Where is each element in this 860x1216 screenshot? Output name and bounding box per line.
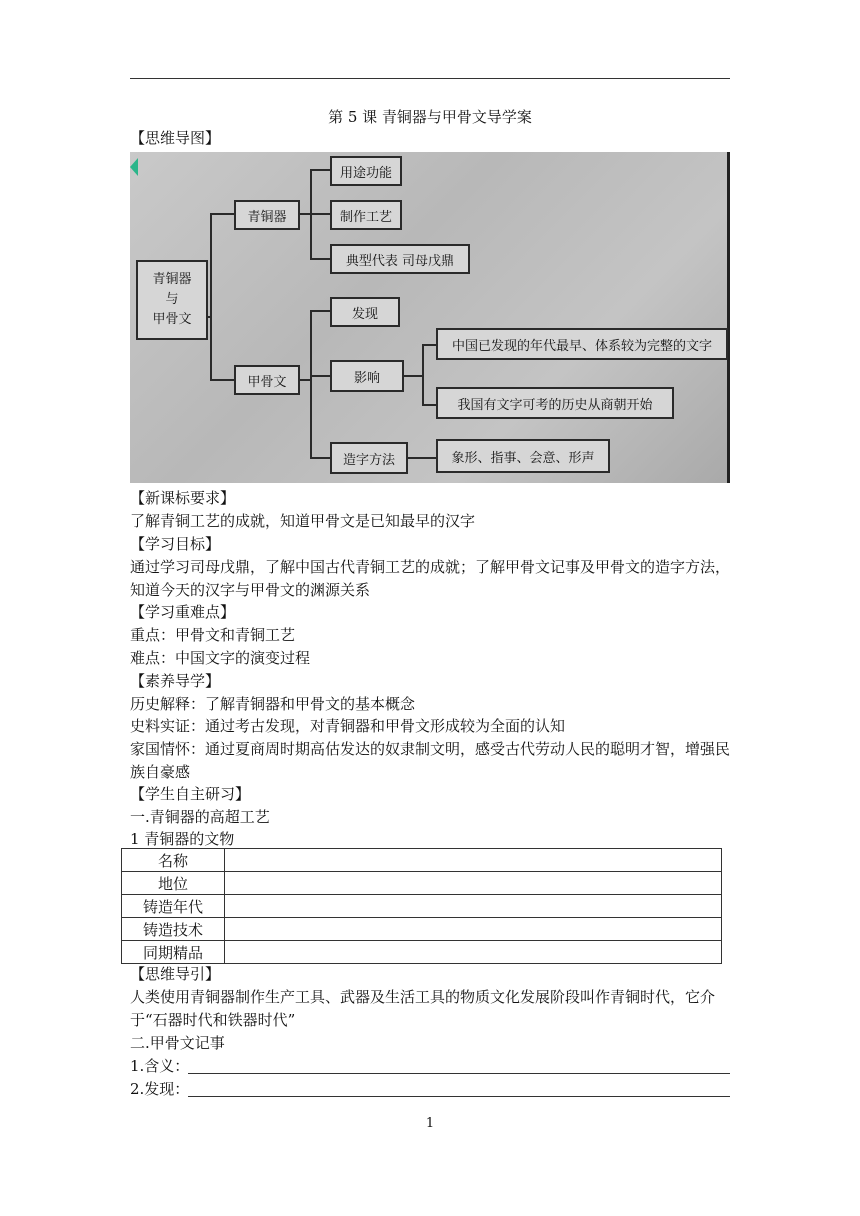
discovery-answer-line[interactable] (188, 1096, 730, 1097)
bronze-child-box: 制作工艺 (330, 200, 402, 230)
section-guide: 【思维导引】 (130, 965, 221, 983)
connector (404, 375, 422, 377)
table-row (122, 872, 722, 895)
goals-text: 通过学习司母戊鼎，了解中国古代青铜工艺的成就；了解甲骨文记事及甲骨文的造字方法，知道今天的汉字与甲骨文的渊源关系 (130, 558, 731, 599)
table-row (122, 918, 722, 941)
relic-table (121, 848, 722, 964)
connector (422, 344, 424, 404)
oracle-box: 甲骨文 (234, 365, 300, 395)
connector (300, 213, 310, 215)
page-number: 1 (425, 1116, 435, 1131)
table-row (122, 849, 722, 872)
row-label: 名称 (122, 849, 225, 872)
bronze-child-box: 典型代表 司母戊鼎 (330, 244, 470, 274)
connector (310, 375, 330, 377)
keypoint-key: 重点：甲骨文和青铜工艺 (130, 626, 296, 644)
connector (300, 379, 310, 381)
connector (422, 404, 436, 406)
discovery-label: 2.发现： (130, 1080, 190, 1098)
connector (408, 457, 436, 459)
answer-cell[interactable] (225, 872, 722, 895)
guide-text: 人类使用青铜器制作生产工具、武器及生活工具的物质文化发展阶段叫作青铜时代，它介于“石器时代和铁器时代” (130, 988, 716, 1029)
page-title: 第 5 课 青铜器与甲骨文导学案 (328, 108, 532, 126)
answer-cell[interactable] (225, 895, 722, 918)
root-box: 青铜器 与 甲骨文 (136, 260, 208, 340)
connector (310, 213, 330, 215)
part2-heading: 二.甲骨文记事 (130, 1034, 225, 1052)
section-goals: 【学习目标】 (130, 535, 221, 553)
connector (310, 258, 330, 260)
green-tab-icon (130, 158, 138, 176)
answer-cell[interactable] (225, 849, 722, 872)
section-selfstudy: 【学生自主研习】 (130, 785, 251, 803)
connector (422, 344, 436, 346)
header-rule (130, 78, 730, 79)
connector (310, 169, 330, 171)
meaning-label: 1.含义： (130, 1057, 190, 1075)
keypoint-difficult: 难点：中国文字的演变过程 (130, 649, 311, 667)
connector (310, 310, 330, 312)
section-curriculum: 【新课标要求】 (130, 489, 236, 507)
part1-sub: 1 青铜器的文物 (130, 830, 235, 848)
row-label: 铸造年代 (122, 895, 225, 918)
influence-box: 我国有文字可考的历史从商朝开始 (436, 387, 674, 419)
oracle-child-box: 造字方法 (330, 442, 408, 474)
literacy-history: 历史解释：了解青铜器和甲骨文的基本概念 (130, 695, 416, 713)
answer-cell[interactable] (225, 918, 722, 941)
answer-cell[interactable] (225, 941, 722, 964)
section-mindmap: 【思维导图】 (130, 129, 221, 147)
connector (210, 213, 212, 379)
mindmap-photo (130, 152, 730, 483)
method-box: 象形、指事、会意、形声 (436, 439, 610, 473)
connector (210, 379, 234, 381)
table-row (122, 895, 722, 918)
row-label: 地位 (122, 872, 225, 895)
row-label: 铸造技术 (122, 918, 225, 941)
photo-edge (727, 152, 730, 483)
table-row (122, 941, 722, 964)
influence-box: 中国已发现的年代最早、体系较为完整的文字 (436, 328, 728, 360)
connector (310, 457, 330, 459)
literacy-evidence: 史料实证：通过考古发现，对青铜器和甲骨文形成较为全面的认知 (130, 717, 566, 735)
curriculum-text: 了解青铜工艺的成就，知道甲骨文是已知最早的汉字 (130, 512, 476, 530)
bronze-child-box: 用途功能 (330, 156, 402, 186)
row-label: 同期精品 (122, 941, 225, 964)
connector (210, 213, 234, 215)
oracle-child-box: 发现 (330, 297, 400, 327)
literacy-patriotism: 家国情怀：通过夏商周时期高估发达的奴隶制文明，感受古代劳动人民的聪明才智，增强民族自豪感 (130, 740, 731, 781)
connector (310, 310, 312, 457)
section-keypoints: 【学习重难点】 (130, 603, 236, 621)
meaning-answer-line[interactable] (188, 1073, 730, 1074)
bronze-box: 青铜器 (234, 200, 300, 230)
part1-heading: 一.青铜器的高超工艺 (130, 808, 270, 826)
oracle-child-box: 影响 (330, 360, 404, 392)
section-literacy: 【素养导学】 (130, 672, 221, 690)
